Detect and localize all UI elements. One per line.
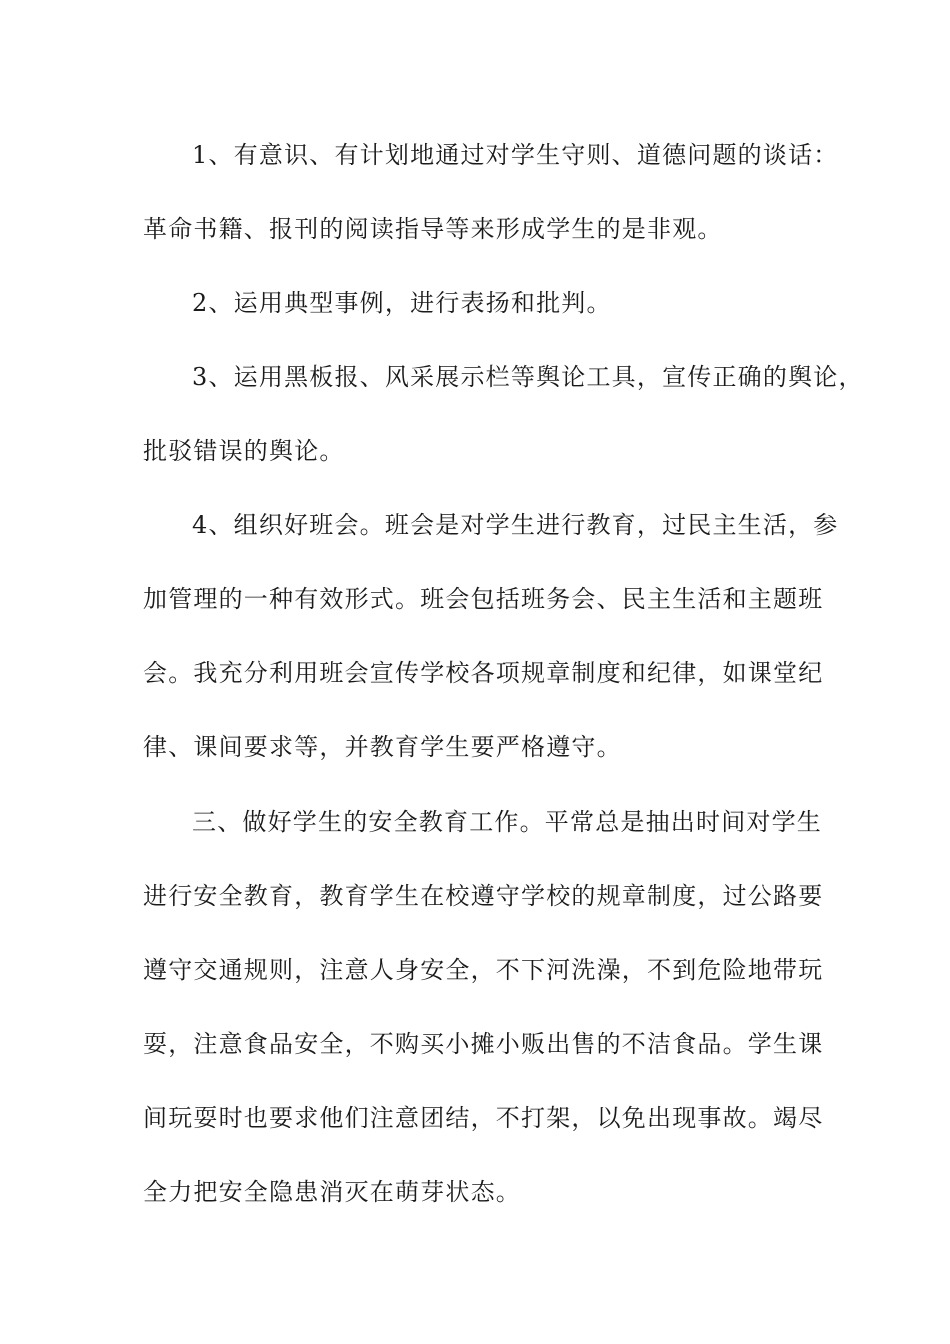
section-three-line-1: 三、做好学生的安全教育工作。平常总是抽出时间对学生 <box>192 808 822 836</box>
section-three-line-4: 耍，注意食品安全，不购买小摊小贩出售的不洁食品。学生课 <box>143 1030 824 1058</box>
section-three-line-3: 遵守交通规则，注意人身安全，不下河洗澡，不到危险地带玩 <box>143 956 824 984</box>
paragraph-4-line-2: 加管理的一种有效形式。班会包括班务会、民主生活和主题班 <box>143 585 824 613</box>
paragraph-4-line-1: 4、组织好班会。班会是对学生进行教育，过民主生活，参 <box>192 511 839 539</box>
paragraph-3-line-1: 3、运用黑板报、风采展示栏等舆论工具，宣传正确的舆论， <box>192 363 864 391</box>
paragraph-1-line-1: 1、有意识、有计划地通过对学生守则、道德问题的谈话： <box>192 141 839 169</box>
section-three-line-6: 全力把安全隐患消灭在萌芽状态。 <box>143 1178 521 1206</box>
section-three-line-2: 进行安全教育，教育学生在校遵守学校的规章制度，过公路要 <box>143 882 824 910</box>
section-three-line-5: 间玩耍时也要求他们注意团结，不打架，以免出现事故。竭尽 <box>143 1104 824 1132</box>
paragraph-4-line-4: 律、课间要求等，并教育学生要严格遵守。 <box>143 733 622 761</box>
paragraph-2-line-1: 2、运用典型事例，进行表扬和批判。 <box>192 289 612 317</box>
paragraph-1-line-2: 革命书籍、报刊的阅读指导等来形成学生的是非观。 <box>143 215 723 243</box>
paragraph-3-line-2: 批驳错误的舆论。 <box>143 437 345 465</box>
paragraph-4-line-3: 会。我充分利用班会宣传学校各项规章制度和纪律，如课堂纪 <box>143 659 824 687</box>
